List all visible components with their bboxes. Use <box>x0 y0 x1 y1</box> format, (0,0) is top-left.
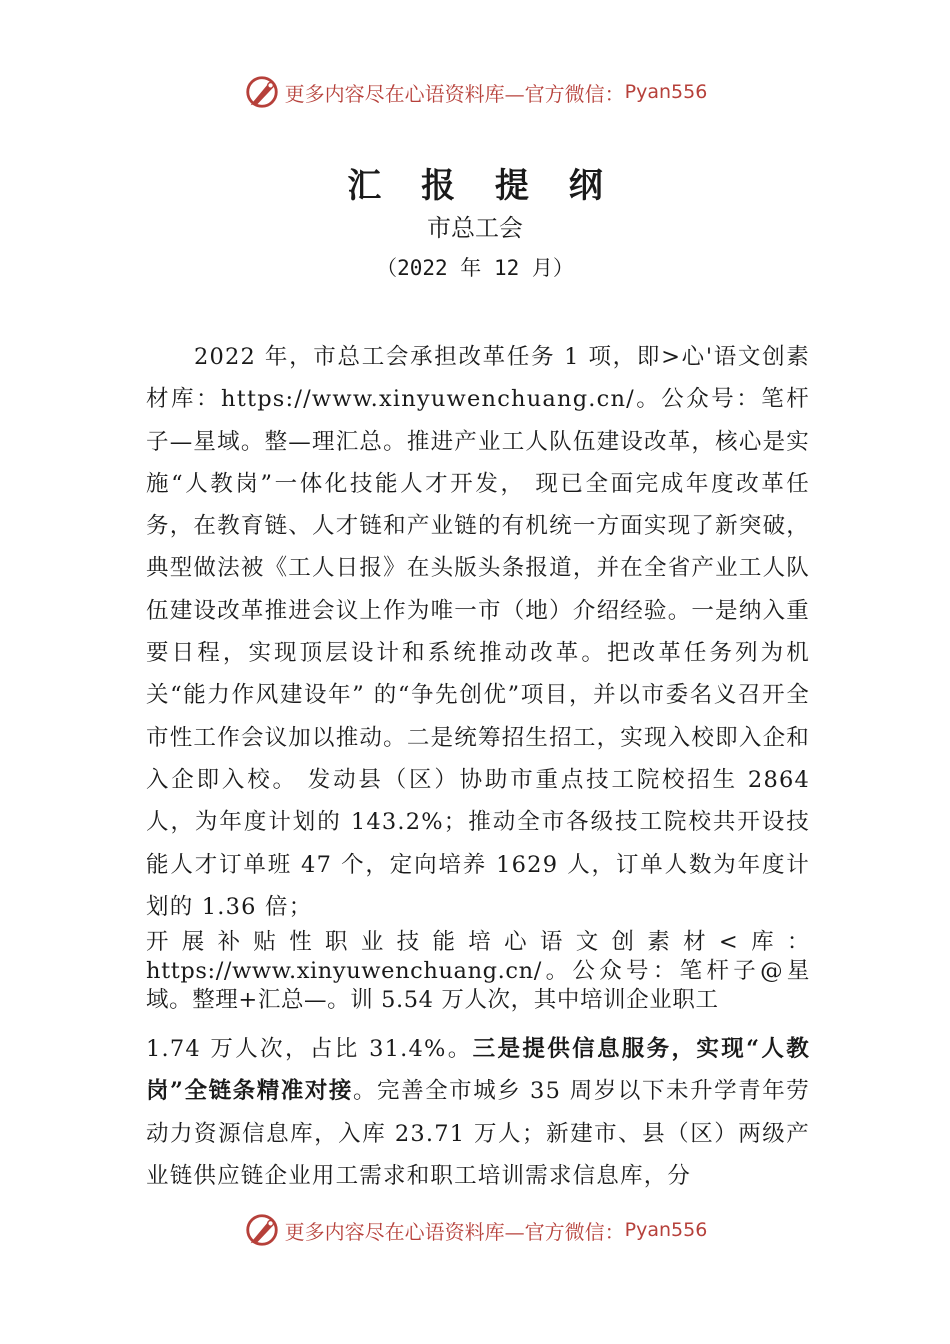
banner-text: 更多内容尽在心语资料库—官方微信： <box>284 81 625 106</box>
document-title: 汇 报 提 纲 <box>347 166 617 206</box>
paragraph-3-start: 1.74 万人次，占比 31.4%。 <box>146 1036 473 1062</box>
banner-text: 更多内容尽在心语资料库—官方微信： <box>284 1219 625 1244</box>
banner-wechat-id: Pyan556 <box>624 1219 708 1241</box>
pen-nib-logo-icon <box>243 73 281 111</box>
paragraph-3-rest: 。完善全市城乡 35 周岁以下未升学青年劳动力资源信息库，入库 23.71 万人；新建市、县（区）两级产业链供应链企业用工需求和职工培训需求信息库，分 <box>146 1078 810 1189</box>
body-paragraph-1: 2022 年，市总工会承担改革任务 1 项，即>心'语文创素材库：https://www.xinyuwenchuang.cn/。公众号：笔杆子—星域。整—理汇总。推进产业工人队伍建设改革，核心是实施“人教岗”一体化技能人才开发， 现已全面完成年度改革任务，在教育链、人才链和产业链的有机统一方面实现了新突破，典型做法被《工人日报》在头版头条报道，并在全省产业工人队伍建设改革推进会议上作为唯一市（地）介绍经验。一是纳入重要日程，实现顶层设计和系统推动改革。把改革任务列为机关“能力作风建设年” 的“争先创优”项目，并以市委名义召开全市性工作会议加以推动。二是统筹招生招工，实现入校即入企和入企即入校。 发动县（区）协助市重点技工院校招生 2864 人，为年度计划的 143.2%；推动全市各级技工院校共开设技能人才订单班 47 个，定向培养 1629 人，订单人数为年度计划的 1.36 倍； <box>146 344 810 920</box>
top-banner <box>0 72 950 112</box>
document-date: （2022 年 12 月） <box>376 256 574 280</box>
banner-wechat-id: Pyan556 <box>624 81 708 103</box>
paragraph-3-highlight: 三是提供信息服务，实现“人教岗”全链条精准对接 <box>146 1036 810 1105</box>
body-paragraph-3 <box>146 1028 810 1197</box>
bottom-banner <box>0 1210 950 1250</box>
document-subtitle: 市总工会 <box>427 214 523 242</box>
body-paragraph-2: 开展补贴性职业技能培心语文创素材<库：https://www.xinyuwenchuang.cn/。公众号：笔杆子@星域。整理+汇总—。训 5.54 万人次，其中培训企业职工 <box>146 929 810 1013</box>
pen-nib-logo-icon <box>243 1211 281 1249</box>
